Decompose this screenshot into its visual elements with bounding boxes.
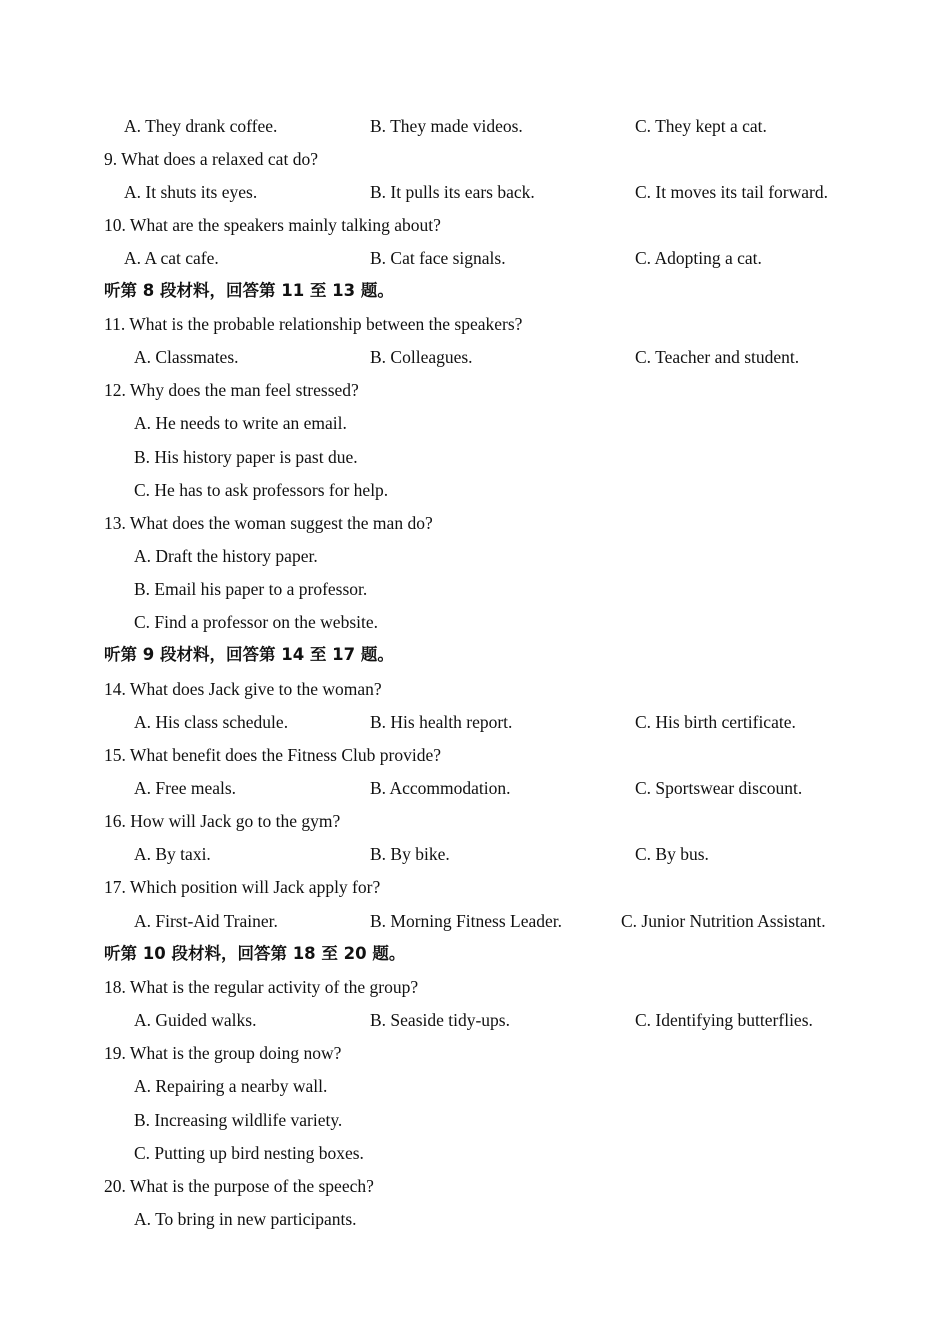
q8-option-a: A. They drank coffee.: [124, 116, 278, 136]
q13-stem: 13. What does the woman suggest the man do?: [104, 513, 433, 533]
q11-option-b: B. Colleagues.: [370, 347, 473, 367]
q10-stem: 10. What are the speakers mainly talking about?: [104, 215, 441, 235]
q17-option-a: A. First-Aid Trainer.: [134, 911, 278, 931]
q13-option-b: B. Email his paper to a professor.: [134, 579, 368, 599]
q13-option-c: C. Find a professor on the website.: [134, 612, 378, 632]
q9-option-b: B. It pulls its ears back.: [370, 182, 535, 202]
q20-stem: 20. What is the purpose of the speech?: [104, 1176, 374, 1196]
q8-options-row: [0, 113, 950, 139]
q19-option-c: C. Putting up bird nesting boxes.: [134, 1143, 364, 1163]
q15-option-a: A. Free meals.: [134, 778, 237, 798]
q11-option-a: A. Classmates.: [134, 347, 239, 367]
q8-option-c: C. They kept a cat.: [635, 116, 767, 136]
q14-option-a: A. His class schedule.: [134, 712, 289, 732]
q13-option-a: A. Draft the history paper.: [134, 546, 318, 566]
section-9-heading: 听第 9 段材料，回答第 14 至 17 题。: [104, 645, 394, 664]
q9-options-row: [0, 179, 950, 205]
q15-stem: 15. What benefit does the Fitness Club provide?: [104, 745, 441, 765]
q12-option-b: B. His history paper is past due.: [134, 447, 358, 467]
q19-option-a: A. Repairing a nearby wall.: [134, 1076, 328, 1096]
q11-option-c: C. Teacher and student.: [635, 347, 800, 367]
q19-option-b: B. Increasing wildlife variety.: [134, 1110, 343, 1130]
q17-option-b: B. Morning Fitness Leader.: [370, 911, 562, 931]
q9-option-a: A. It shuts its eyes.: [124, 182, 258, 202]
q16-options-row: [0, 841, 950, 867]
q16-option-b: B. By bike.: [370, 844, 450, 864]
q18-option-c: C. Identifying butterflies.: [635, 1010, 813, 1030]
q12-option-c: C. He has to ask professors for help.: [134, 480, 389, 500]
q12-option-a: A. He needs to write an email.: [134, 413, 347, 433]
q18-stem: 18. What is the regular activity of the group?: [104, 977, 419, 997]
q20-option-a: A. To bring in new participants.: [134, 1209, 357, 1229]
q17-options-row: [0, 908, 950, 934]
q16-option-a: A. By taxi.: [134, 844, 211, 864]
q8-option-b: B. They made videos.: [370, 116, 523, 136]
q12-stem: 12. Why does the man feel stressed?: [104, 380, 359, 400]
section-10-heading: 听第 10 段材料，回答第 18 至 20 题。: [104, 944, 406, 963]
q14-option-b: B. His health report.: [370, 712, 513, 732]
q11-stem: 11. What is the probable relationship between the speakers?: [104, 314, 523, 334]
q14-options-row: [0, 709, 950, 735]
q10-option-c: C. Adopting a cat.: [635, 248, 762, 268]
q9-option-c: C. It moves its tail forward.: [635, 182, 828, 202]
q18-option-a: A. Guided walks.: [134, 1010, 257, 1030]
q14-stem: 14. What does Jack give to the woman?: [104, 679, 382, 699]
q10-option-a: A. A cat cafe.: [124, 248, 219, 268]
q19-stem: 19. What is the group doing now?: [104, 1043, 342, 1063]
q18-options-row: [0, 1007, 950, 1033]
q15-options-row: [0, 775, 950, 801]
q9-stem: 9. What does a relaxed cat do?: [104, 149, 318, 169]
q10-options-row: [0, 245, 950, 271]
q14-option-c: C. His birth certificate.: [635, 712, 796, 732]
q16-option-c: C. By bus.: [635, 844, 709, 864]
q11-options-row: [0, 344, 950, 370]
section-8-heading: 听第 8 段材料，回答第 11 至 13 题。: [104, 281, 394, 300]
q15-option-c: C. Sportswear discount.: [635, 778, 803, 798]
q10-option-b: B. Cat face signals.: [370, 248, 506, 268]
q16-stem: 16. How will Jack go to the gym?: [104, 811, 341, 831]
q17-stem: 17. Which position will Jack apply for?: [104, 877, 381, 897]
q17-option-c: C. Junior Nutrition Assistant.: [621, 911, 826, 931]
q18-option-b: B. Seaside tidy-ups.: [370, 1010, 510, 1030]
q15-option-b: B. Accommodation.: [370, 778, 511, 798]
